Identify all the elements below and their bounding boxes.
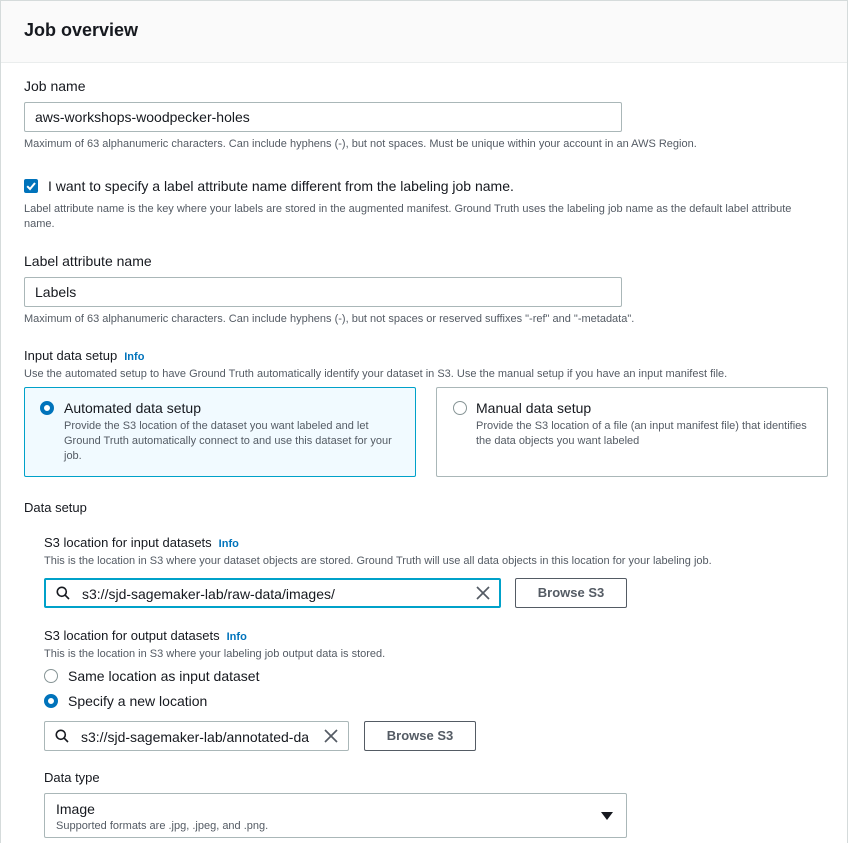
output-location-info-link[interactable]: Info <box>226 631 247 643</box>
label-attribute-checkbox-description: Label attribute name is the key where your labels are stored in the augmented manifest. Ground Truth uses the labeling job name as the default label attribute name. <box>24 203 792 230</box>
input-location-info-link[interactable]: Info <box>218 538 239 550</box>
input-data-setup-description: Use the automated setup to have Ground Truth automatically identify your dataset in S3. Use the manual setup if you have an input manifest file. <box>24 368 728 380</box>
label-attribute-name-label: Label attribute name <box>24 253 152 269</box>
manual-data-setup-tile[interactable] <box>436 387 828 477</box>
output-location-value[interactable]: s3://sjd-sagemaker-lab/annotated-da <box>81 729 310 745</box>
caret-down-icon <box>601 812 613 820</box>
same-location-radio[interactable] <box>44 669 58 683</box>
checkmark-icon <box>25 180 37 192</box>
clear-icon[interactable] <box>476 586 490 600</box>
data-setup-heading: Data setup <box>24 500 87 515</box>
search-icon <box>55 729 69 743</box>
same-location-radio-label[interactable]: Same location as input dataset <box>68 668 260 684</box>
data-type-label: Data type <box>44 770 100 785</box>
input-location-heading <box>44 535 239 550</box>
output-location-heading <box>44 628 247 643</box>
automated-data-setup-description: Provide the S3 location of the dataset you want labeled and let Ground Truth automatically connect to and use this dataset for your job. <box>64 420 392 462</box>
output-browse-s3-button[interactable]: Browse S3 <box>364 721 476 751</box>
input-location-search-input[interactable] <box>44 578 501 608</box>
input-data-setup-label: Input data setup <box>24 348 118 363</box>
input-data-setup-info-link[interactable]: Info <box>124 351 145 363</box>
input-location-label: S3 location for input datasets <box>44 535 212 550</box>
output-location-description: This is the location in S3 where your labeling job output data is stored. <box>44 648 386 660</box>
manual-data-setup-description: Provide the S3 location of a file (an input manifest file) that identifies the data objects you want labeled <box>476 420 807 447</box>
label-attribute-name-description: Maximum of 63 alphanumeric characters. Can include hyphens (-), but not spaces or reserved suffixes "-ref" and "-metadata". <box>24 313 635 325</box>
job-name-input[interactable]: aws-workshops-woodpecker-holes <box>24 102 622 132</box>
manual-data-setup-radio[interactable] <box>453 401 467 415</box>
data-type-select[interactable] <box>44 793 627 838</box>
input-location-value[interactable]: s3://sjd-sagemaker-lab/raw-data/images/ <box>82 586 335 602</box>
data-type-description: Supported formats are .jpg, .jpeg, and .png. <box>56 820 269 832</box>
automated-data-setup-title: Automated data setup <box>64 400 201 416</box>
input-browse-s3-button[interactable]: Browse S3 <box>515 578 627 608</box>
automated-data-setup-radio[interactable] <box>40 401 54 415</box>
label-attribute-name-input[interactable]: Labels <box>24 277 622 307</box>
label-attribute-checkbox-label[interactable]: I want to specify a label attribute name different from the labeling job name. <box>48 178 514 194</box>
input-location-description: This is the location in S3 where your dataset objects are stored. Ground Truth will use all data objects in this location for your labeling job. <box>44 555 712 567</box>
data-type-value: Image <box>56 801 95 817</box>
output-location-label: S3 location for output datasets <box>44 628 220 643</box>
job-name-description: Maximum of 63 alphanumeric characters. Can include hyphens (-), but not spaces. Must be unique within your account in an AWS Region. <box>24 138 697 150</box>
output-location-search-input[interactable] <box>44 721 349 751</box>
job-name-label: Job name <box>24 78 86 94</box>
clear-icon[interactable] <box>324 729 338 743</box>
panel-title: Job overview <box>24 20 139 40</box>
panel-header <box>1 1 847 63</box>
automated-data-setup-tile[interactable] <box>24 387 416 477</box>
new-location-radio-label[interactable]: Specify a new location <box>68 693 208 709</box>
input-data-setup-heading <box>24 348 144 363</box>
label-attribute-checkbox[interactable] <box>24 179 38 193</box>
search-icon <box>56 586 70 600</box>
manual-data-setup-title: Manual data setup <box>476 400 592 416</box>
new-location-radio[interactable] <box>44 694 58 708</box>
